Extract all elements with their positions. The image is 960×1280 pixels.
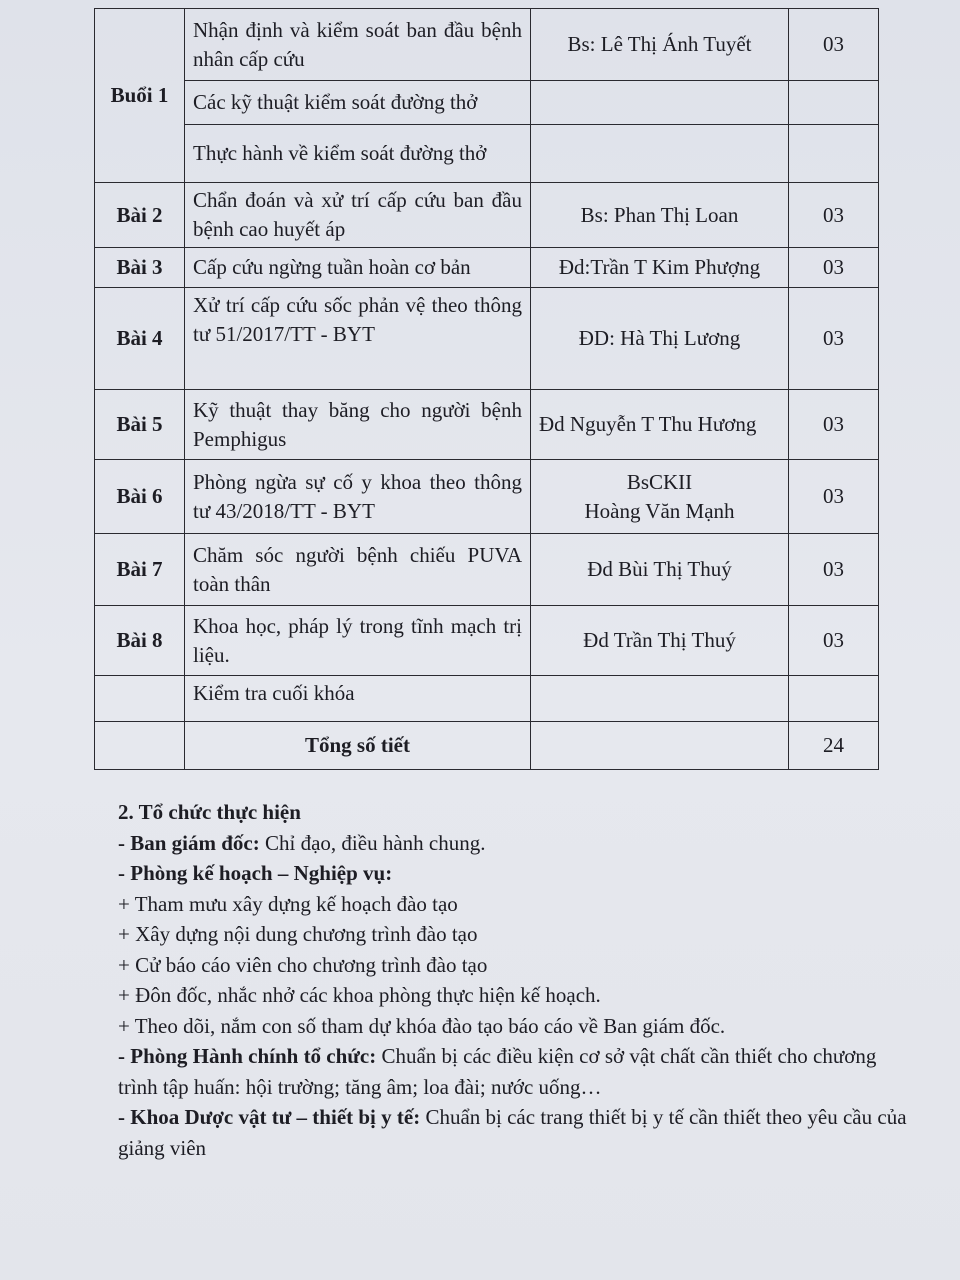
lecturer-cell: Đd:Trần T Kim Phượng	[531, 248, 789, 288]
session-cell: Bài 8	[95, 606, 185, 676]
organization-section	[118, 797, 908, 1163]
topic-cell: Kỹ thuật thay băng cho người bệnh Pemphigus	[185, 390, 531, 460]
lecturer-cell: Bs: Phan Thị Loan	[531, 183, 789, 248]
board-label: - Ban giám đốc:	[118, 830, 260, 855]
periods-cell: 03	[789, 534, 879, 606]
pharmacy-text: Chuẩn bị các trang thiết bị y tế cần thiết theo yêu cầu của giảng viên	[118, 1105, 907, 1160]
lecturer-cell	[531, 81, 789, 125]
lecturer-cell: Đd Bùi Thị Thuý	[531, 534, 789, 606]
lecturer-cell: Đd Nguyễn T Thu Hương	[531, 390, 789, 460]
planning-item: + Đôn đốc, nhắc nhở các khoa phòng thực hiện kế hoạch.	[118, 983, 601, 1007]
lecturer-cell: Bs: Lê Thị Ánh Tuyết	[531, 9, 789, 81]
periods-cell: 03	[789, 183, 879, 248]
admin-text: Chuẩn bị các điều kiện cơ sở vật chất cần thiết cho chương trình tập huấn: hội trường; tăng âm; loa đài; nước uống…	[118, 1044, 877, 1099]
lecturer-title: BsCKII	[626, 469, 693, 494]
periods-cell: 03	[789, 390, 879, 460]
topic-cell: Các kỹ thuật kiểm soát đường thở	[185, 81, 531, 125]
admin-label: - Phòng Hành chính tổ chức:	[118, 1044, 377, 1068]
total-empty-cell	[531, 722, 789, 770]
table-row	[95, 288, 879, 390]
table-row	[95, 183, 879, 248]
topic-cell: Xử trí cấp cứu sốc phản vệ theo thông tư 51/2017/TT - BYT	[185, 288, 531, 390]
topic-cell: Chăm sóc người bệnh chiếu PUVA toàn thân	[185, 534, 531, 606]
planning-item: + Xây dựng nội dung chương trình đào tạo	[118, 922, 478, 946]
session-cell: Bài 4	[95, 288, 185, 390]
periods-cell	[789, 676, 879, 722]
table-row	[95, 534, 879, 606]
board-text: Chỉ đạo, điều hành chung.	[259, 830, 486, 855]
table-row	[95, 9, 879, 81]
session-cell: Bài 2	[95, 183, 185, 248]
topic-cell: Chẩn đoán và xử trí cấp cứu ban đầu bệnh cao huyết áp	[185, 183, 531, 248]
session-cell: Bài 7	[95, 534, 185, 606]
admin-paragraph	[118, 1041, 908, 1102]
table-row	[95, 81, 879, 125]
table-row	[95, 606, 879, 676]
topic-cell: Cấp cứu ngừng tuần hoàn cơ bản	[185, 248, 531, 288]
lecturer-cell	[531, 125, 789, 183]
periods-cell: 03	[789, 288, 879, 390]
session-cell: Bài 6	[95, 460, 185, 534]
periods-cell	[789, 81, 879, 125]
table-row	[95, 460, 879, 534]
planning-label: - Phòng kế hoạch – Nghiệp vụ:	[118, 861, 393, 885]
lecturer-cell: ĐD: Hà Thị Lương	[531, 288, 789, 390]
lecturer-name: Hoàng Văn Mạnh	[584, 498, 735, 523]
planning-item: + Theo dõi, nắm con số tham dự khóa đào tạo báo cáo về Ban giám đốc.	[118, 1013, 726, 1038]
periods-cell: 03	[789, 460, 879, 534]
total-spacer-cell	[95, 722, 185, 770]
topic-cell: Phòng ngừa sự cố y khoa theo thông tư 43/2018/TT - BYT	[185, 460, 531, 534]
table-row	[95, 390, 879, 460]
planning-item: + Tham mưu xây dựng kế hoạch đào tạo	[118, 891, 458, 916]
periods-cell	[789, 125, 879, 183]
total-value: 24	[789, 722, 879, 770]
planning-item: + Cử báo cáo viên cho chương trình đào tạo	[118, 952, 488, 977]
table-row	[95, 676, 879, 722]
table-row	[95, 125, 879, 183]
periods-cell: 03	[789, 248, 879, 288]
topic-cell: Thực hành về kiểm soát đường thở	[185, 125, 531, 183]
topic-cell: Kiểm tra cuối khóa	[185, 676, 531, 722]
topic-cell: Nhận định và kiểm soát ban đầu bệnh nhân cấp cứu	[185, 9, 531, 81]
topic-cell: Khoa học, pháp lý trong tĩnh mạch trị liệu.	[185, 606, 531, 676]
session-cell: Bài 3	[95, 248, 185, 288]
session-cell	[95, 676, 185, 722]
session-cell: Bài 5	[95, 390, 185, 460]
periods-cell: 03	[789, 9, 879, 81]
total-row	[95, 722, 879, 770]
section-heading: 2. Tổ chức thực hiện	[118, 800, 301, 824]
training-schedule-table	[94, 8, 879, 770]
lecturer-cell	[531, 460, 789, 534]
lecturer-cell	[531, 676, 789, 722]
periods-cell: 03	[789, 606, 879, 676]
table-row	[95, 248, 879, 288]
pharmacy-label: - Khoa Dược vật tư – thiết bị y tế:	[118, 1105, 421, 1129]
session-cell: Buổi 1	[95, 9, 185, 183]
lecturer-cell: Đd Trần Thị Thuý	[531, 606, 789, 676]
pharmacy-paragraph	[118, 1102, 908, 1163]
board-paragraph	[118, 828, 908, 859]
total-label: Tổng số tiết	[185, 722, 531, 770]
